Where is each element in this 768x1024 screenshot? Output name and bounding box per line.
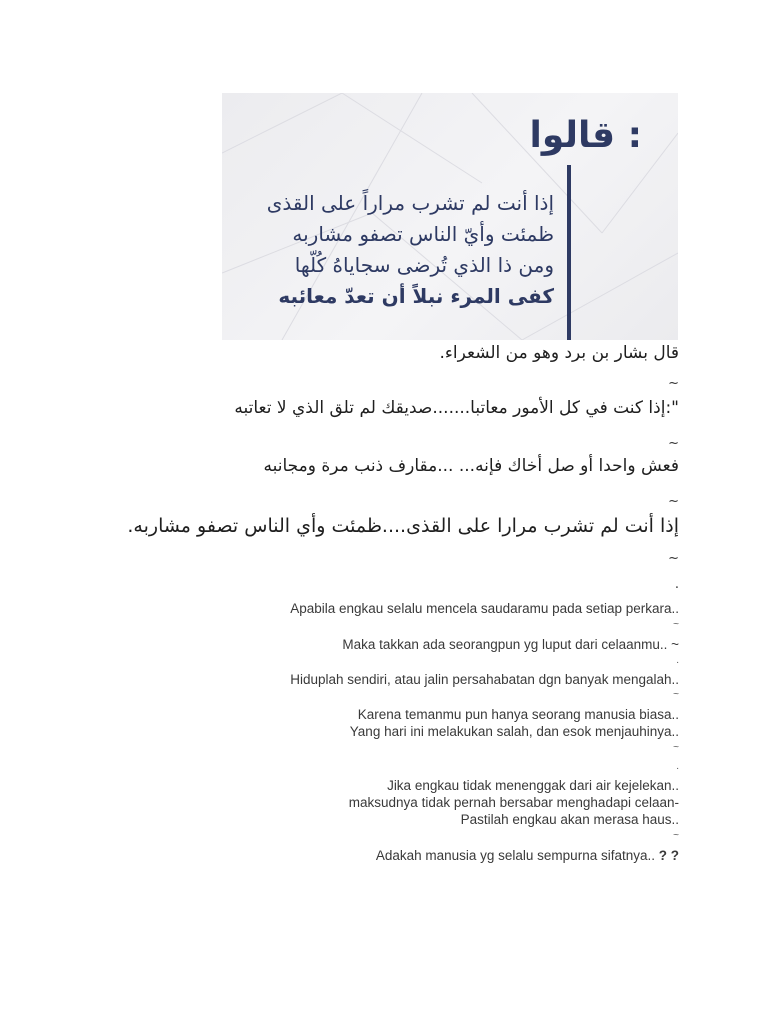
translation-question: Adakah manusia yg selalu sempurna sifatnya..	[375, 848, 655, 863]
dot-separator: .	[674, 577, 679, 592]
translation-line: Hiduplah sendiri, atau jalin persahabatan dgn banyak mengalah..	[290, 672, 679, 687]
dot-separator: .	[676, 761, 679, 772]
quote-line: إذا أنت لم تشرب مراراً على القذى	[266, 191, 554, 215]
translation-line: Jika engkau tidak menenggak dari air kejelekan..	[387, 778, 679, 793]
tilde-separator: ~	[673, 619, 679, 630]
tilde-separator: ~	[668, 551, 679, 566]
arabic-verse-1: ":إذا كنت في كل الأمور معاتبا.......صديقك لم تلق الذي لا تعاتبه	[234, 398, 679, 418]
translation-line-final	[376, 848, 679, 863]
translation-line: Karena temanmu pun hanya seorang manusia biasa..	[357, 707, 679, 722]
quote-title: : قالوا	[529, 115, 642, 156]
arabic-intro: قال بشار بن برد وهو من الشعراء.	[439, 343, 679, 363]
quote-line: ومن ذا الذي تُرضى سجاياهُ كُلّها	[294, 253, 554, 277]
tilde-separator: ~	[668, 436, 679, 451]
tilde-separator: ~	[668, 494, 679, 509]
quote-line-bold: كفى المرء نبلاً أن تعدّ معائبه	[278, 284, 554, 308]
quote-line: ظمئت وأيّ الناس تصفو مشاربه	[292, 222, 554, 246]
arabic-verse-3: إذا أنت لم تشرب مرارا على القذى....ظمئت وأي الناس تصفو مشاربه.	[127, 515, 679, 537]
quote-lines	[267, 188, 554, 312]
arabic-verse-2: فعش واحدا أو صل أخاك فإنه... ...مقارف ذنب مرة ومجانبه	[263, 456, 679, 476]
dot-separator: .	[676, 655, 679, 666]
translation-line: Apabila engkau selalu mencela saudaramu pada setiap perkara..	[290, 601, 679, 616]
translation-line: Yang hari ini melakukan salah, dan esok menjauhinya..	[349, 724, 679, 739]
question-marks: ? ?	[658, 848, 679, 863]
translation-line: Pastilah engkau akan merasa haus..	[460, 812, 679, 827]
quote-accent-bar	[567, 165, 571, 340]
tilde-separator: ~	[673, 742, 679, 753]
tilde-separator: ~	[668, 376, 679, 391]
translation-line: maksudnya tidak pernah bersabar menghadapi celaan-	[348, 795, 679, 810]
tilde-separator: ~	[673, 830, 679, 841]
quote-image	[222, 93, 678, 340]
translation-line: Maka takkan ada seorangpun yg luput dari celaanmu.. ~	[342, 637, 679, 652]
tilde-separator: ~	[673, 689, 679, 700]
